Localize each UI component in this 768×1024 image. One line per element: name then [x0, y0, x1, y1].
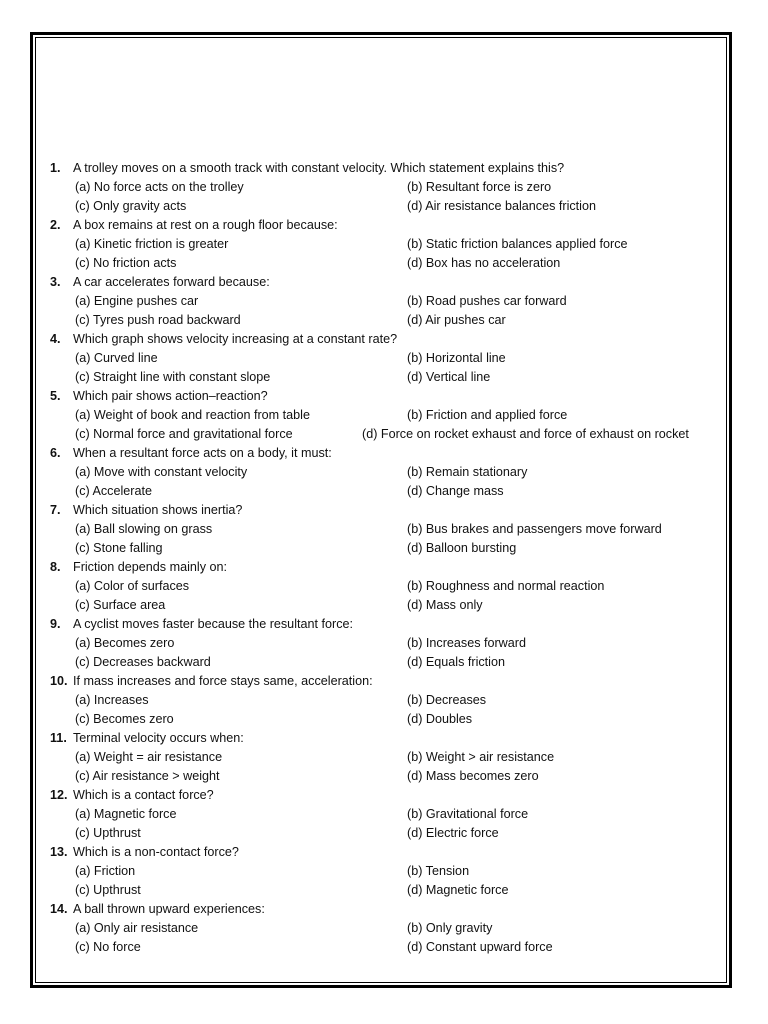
question-item	[50, 330, 730, 387]
option-c: (c) Decreases backward	[75, 655, 211, 669]
question-item	[50, 216, 730, 273]
option-c: (c) No friction acts	[75, 256, 177, 270]
question-item	[50, 558, 730, 615]
question-stem	[50, 330, 730, 349]
question-stem	[50, 729, 730, 748]
option-c: (c) Surface area	[75, 598, 166, 612]
question-number: 1.	[50, 161, 61, 175]
question-stem	[50, 444, 730, 463]
question-stem	[50, 159, 730, 178]
question-item	[50, 615, 730, 672]
option-a: (a) Kinetic friction is greater	[75, 237, 229, 251]
option-a: (a) Magnetic force	[75, 807, 177, 821]
option-row-cd	[50, 824, 730, 843]
option-b: (b) Bus brakes and passengers move forward	[407, 522, 662, 536]
option-c: (c) Accelerate	[75, 484, 152, 498]
option-b: (b) Decreases	[407, 693, 487, 707]
option-c: (c) Normal force and gravitational force	[75, 427, 293, 441]
option-b: (b) Tension	[407, 864, 470, 878]
option-b: (b) Static friction balances applied force	[407, 237, 628, 251]
question-stem	[50, 558, 730, 577]
question-text: Terminal velocity occurs when:	[73, 731, 244, 745]
question-number: 8.	[50, 560, 61, 574]
option-c: (c) Stone falling	[75, 541, 163, 555]
option-c: (c) No force	[75, 940, 141, 954]
option-d: (d) Balloon bursting	[407, 541, 517, 555]
question-item	[50, 159, 730, 216]
option-a: (a) Engine pushes car	[75, 294, 199, 308]
option-row-ab	[50, 178, 730, 197]
option-a: (a) Becomes zero	[75, 636, 175, 650]
option-d: (d) Vertical line	[407, 370, 491, 384]
option-a: (a) Curved line	[75, 351, 158, 365]
option-d: (d) Equals friction	[407, 655, 505, 669]
question-item	[50, 843, 730, 900]
option-d: (d) Change mass	[407, 484, 504, 498]
option-row-cd	[50, 254, 730, 273]
option-b: (b) Weight > air resistance	[407, 750, 555, 764]
question-item	[50, 672, 730, 729]
option-b: (b) Road pushes car forward	[407, 294, 567, 308]
option-b: (b) Friction and applied force	[407, 408, 568, 422]
option-row-ab	[50, 235, 730, 254]
question-item	[50, 786, 730, 843]
question-stem	[50, 786, 730, 805]
question-stem	[50, 843, 730, 862]
option-row-cd	[50, 539, 730, 558]
option-c: (c) Only gravity acts	[75, 199, 187, 213]
question-stem	[50, 900, 730, 919]
option-b: (b) Roughness and normal reaction	[407, 579, 605, 593]
option-row-ab	[50, 406, 730, 425]
option-d: (d) Box has no acceleration	[407, 256, 561, 270]
question-text: A cyclist moves faster because the resultant force:	[73, 617, 353, 631]
option-d: (d) Mass only	[407, 598, 483, 612]
option-b: (b) Increases forward	[407, 636, 526, 650]
option-row-ab	[50, 577, 730, 596]
option-c: (c) Air resistance > weight	[75, 769, 220, 783]
option-row-cd	[50, 596, 730, 615]
question-text: Friction depends mainly on:	[73, 560, 228, 574]
option-row-ab	[50, 691, 730, 710]
question-text: Which is a contact force?	[73, 788, 214, 802]
option-row-cd	[50, 425, 730, 444]
option-a: (a) Weight = air resistance	[75, 750, 223, 764]
option-a: (a) No force acts on the trolley	[75, 180, 244, 194]
question-number: 12.	[50, 788, 68, 802]
question-list	[50, 159, 730, 957]
option-row-cd	[50, 311, 730, 330]
option-b: (b) Only gravity	[407, 921, 493, 935]
question-number: 9.	[50, 617, 61, 631]
question-stem	[50, 672, 730, 691]
option-a: (a) Friction	[75, 864, 136, 878]
option-c: (c) Becomes zero	[75, 712, 174, 726]
option-d: (d) Mass becomes zero	[407, 769, 539, 783]
question-number: 4.	[50, 332, 61, 346]
option-row-cd	[50, 767, 730, 786]
option-b: (b) Horizontal line	[407, 351, 506, 365]
question-text: A trolley moves on a smooth track with constant velocity. Which statement explains this?	[73, 161, 565, 175]
option-a: (a) Ball slowing on grass	[75, 522, 213, 536]
question-text: Which is a non-contact force?	[73, 845, 239, 859]
option-d: (d) Doubles	[407, 712, 473, 726]
question-text: Which situation shows inertia?	[73, 503, 243, 517]
question-number: 5.	[50, 389, 61, 403]
question-item	[50, 444, 730, 501]
option-row-ab	[50, 919, 730, 938]
option-b: (b) Gravitational force	[407, 807, 529, 821]
option-row-cd	[50, 653, 730, 672]
question-number: 3.	[50, 275, 61, 289]
question-text: A box remains at rest on a rough floor because:	[73, 218, 338, 232]
question-number: 13.	[50, 845, 68, 859]
question-number: 10.	[50, 674, 68, 688]
option-row-cd	[50, 881, 730, 900]
question-number: 14.	[50, 902, 68, 916]
question-number: 11.	[50, 731, 67, 745]
option-row-ab	[50, 520, 730, 539]
question-stem	[50, 387, 730, 406]
option-d: (d) Constant upward force	[407, 940, 553, 954]
question-stem	[50, 501, 730, 520]
option-b: (b) Resultant force is zero	[407, 180, 552, 194]
question-stem	[50, 216, 730, 235]
option-d: (d) Air pushes car	[407, 313, 506, 327]
question-text: Which graph shows velocity increasing at a constant rate?	[73, 332, 398, 346]
option-row-cd	[50, 197, 730, 216]
option-c: (c) Upthrust	[75, 826, 141, 840]
option-c: (c) Straight line with constant slope	[75, 370, 271, 384]
option-row-ab	[50, 862, 730, 881]
question-number: 7.	[50, 503, 61, 517]
question-item	[50, 900, 730, 957]
option-row-cd	[50, 482, 730, 501]
question-item	[50, 501, 730, 558]
question-number: 6.	[50, 446, 61, 460]
option-row-ab	[50, 349, 730, 368]
option-row-cd	[50, 938, 730, 957]
question-text: A ball thrown upward experiences:	[73, 902, 265, 916]
option-row-ab	[50, 748, 730, 767]
question-stem	[50, 273, 730, 292]
option-d: (d) Magnetic force	[407, 883, 509, 897]
option-row-cd	[50, 368, 730, 387]
question-item	[50, 729, 730, 786]
option-d: (d) Electric force	[407, 826, 499, 840]
option-a: (a) Move with constant velocity	[75, 465, 248, 479]
option-d: (d) Force on rocket exhaust and force of exhaust on rocket	[362, 427, 689, 441]
option-row-ab	[50, 292, 730, 311]
option-row-cd	[50, 710, 730, 729]
question-item	[50, 273, 730, 330]
option-a: (a) Increases	[75, 693, 149, 707]
option-row-ab	[50, 463, 730, 482]
question-text: When a resultant force acts on a body, it must:	[73, 446, 332, 460]
question-number: 2.	[50, 218, 61, 232]
option-a: (a) Color of surfaces	[75, 579, 190, 593]
option-row-ab	[50, 805, 730, 824]
question-text: A car accelerates forward because:	[73, 275, 270, 289]
option-c: (c) Upthrust	[75, 883, 141, 897]
option-c: (c) Tyres push road backward	[75, 313, 241, 327]
option-b: (b) Remain stationary	[407, 465, 528, 479]
option-a: (a) Weight of book and reaction from table	[75, 408, 310, 422]
option-a: (a) Only air resistance	[75, 921, 199, 935]
question-stem	[50, 615, 730, 634]
question-item	[50, 387, 730, 444]
question-text: Which pair shows action–reaction?	[73, 389, 268, 403]
option-d: (d) Air resistance balances friction	[407, 199, 596, 213]
option-row-ab	[50, 634, 730, 653]
question-text: If mass increases and force stays same, acceleration:	[73, 674, 373, 688]
